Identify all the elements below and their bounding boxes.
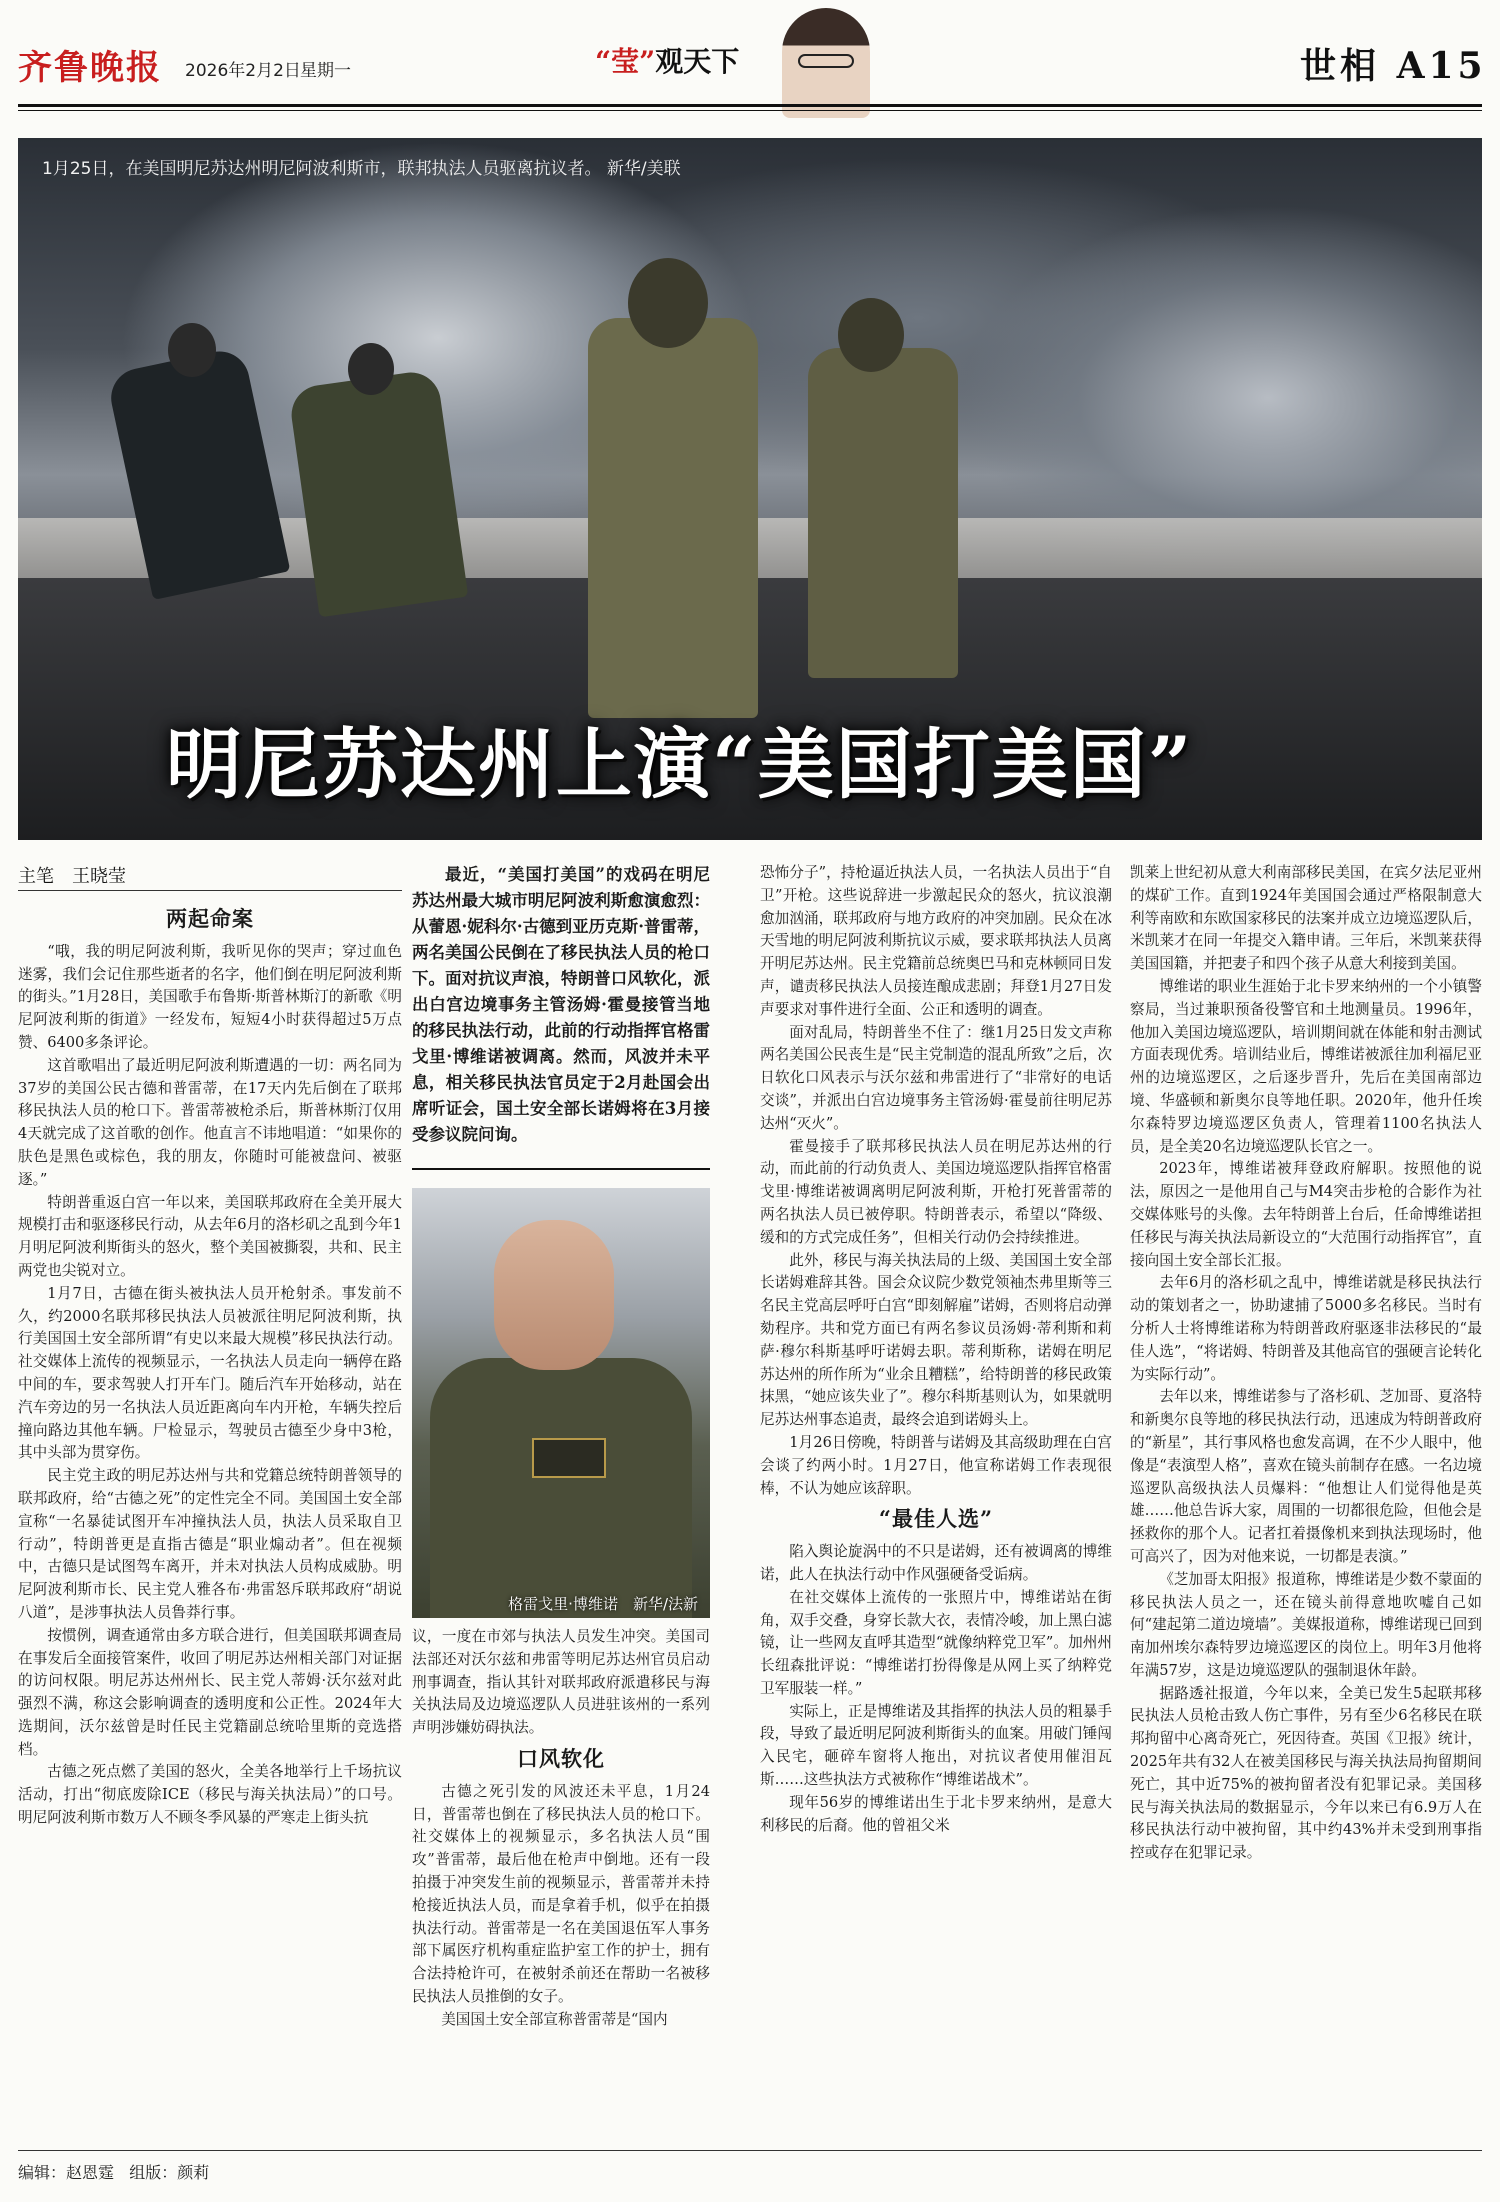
- columnist-avatar: [782, 8, 870, 118]
- face-shape: [494, 1220, 614, 1370]
- footer-rule: [18, 2150, 1482, 2151]
- column-4: [1130, 862, 1482, 2140]
- paragraph: 议，一度在市郊与执法人员发生冲突。美国司法部还对沃尔兹和弗雷等明尼苏达州官员启动刑事调查，指认其针对联邦政府派遣移民与海关执法局及边境巡逻队人员进驻该州的一系列声明涉嫌妨碍执法。: [412, 1628, 710, 1737]
- column-logo: [595, 40, 739, 80]
- paragraph: 1月26日傍晚，特朗普与诺姆及其高级助理在白宫会谈了约两小时。1月27日，他宣称诺姆工作表现很棒，不认为她应该辞职。: [760, 1433, 1112, 1497]
- officer-head-2: [838, 298, 904, 372]
- issue-date: 2026年2月2日: [185, 61, 301, 81]
- paragraph: 古德之死点燃了美国的怒火，全美各地举行上千场抗议活动，打出“彻底废除ICE（移民与海关执法局）”的口号。明尼阿波利斯市数万人不顾冬季风暴的严寒走上街头抗: [18, 1763, 402, 1827]
- hero-photo: [18, 138, 1482, 840]
- column-2: [412, 1626, 710, 2140]
- portrait-caption: 格雷戈里·博维诺 新华/法新: [508, 1595, 698, 1613]
- hero-caption: 1月25日，在美国明尼苏达州明尼阿波利斯市，联邦执法人员驱离抗议者。 新华/美联: [42, 159, 681, 179]
- protester-head-2: [348, 343, 394, 395]
- officer-figure-1: [588, 318, 758, 718]
- lead-paragraph: 最近，“美国打美国”的戏码在明尼苏达州最大城市明尼阿波利斯愈演愈烈：从蕾恩·妮科尔·古德到亚历克斯·普雷蒂，两名美国公民倒在了移民执法人员的枪口下。面对抗议声浪，特朗普口风软化，派出白宫边境事务主管汤姆·霍曼接管当地的移民执法行动，此前的行动指挥官格雷戈里·博维诺被调离。然而，风波并未平息，相关移民执法官员定于2月赴国会出席听证会，国土安全部长诺姆将在3月接受参议院问询。: [412, 865, 710, 1144]
- lead-divider: [412, 1168, 710, 1170]
- paragraph: 陷入舆论旋涡中的不只是诺姆，还有被调离的博维诺，此人在执法行动中作风强硬备受诟病。: [760, 1543, 1112, 1583]
- paragraph: 去年6月的洛杉矶之乱中，博维诺就是移民执法行动的策划者之一，协助逮捕了5000多名移民。当时有分析人士将博维诺称为特朗普政府驱逐非法移民的“最佳人选”，“将诺姆、特朗普及其他高官的强硬言论转化为实际行动”。: [1130, 1274, 1482, 1383]
- issue-weekday: 星期一: [300, 61, 351, 81]
- paragraph: 霍曼接手了联邦移民执法人员在明尼苏达州的行动，而此前的行动负责人、美国边境巡逻队指挥官格雷戈里·博维诺被调离明尼阿波利斯，开枪打死普雷蒂的两名执法人员已被停职。特朗普表示，希望以“降级、缓和的方式完成任务”，但相关行动仍会持续推进。: [760, 1137, 1112, 1246]
- paragraph: 在社交媒体上流传的一张照片中，博维诺站在街角，双手交叠，身穿长款大衣，表情冷峻，加上黑白滤镜，让一些网友直呼其造型“就像纳粹党卫军”。加州州长纽森批评说：“博维诺打扮得像是从网上买了纳粹党卫军服装一样。”: [760, 1588, 1112, 1697]
- paragraph: 《芝加哥太阳报》报道称，博维诺是少数不蒙面的移民执法人员之一，还在镜头前得意地吹嘘自己如何“建起第二道边境墙”。美媒报道称，博维诺现已回到南加州埃尔森特罗边境巡逻区的岗位上。明年3月他将年满57岁，这是边境巡逻队的强制退休年龄。: [1130, 1570, 1482, 1679]
- header-rule-thin: [18, 110, 1482, 111]
- paragraph: 这首歌唱出了最近明尼阿波利斯遭遇的一切：两名同为37岁的美国公民古德和普雷蒂，在17天内先后倒在了联邦移民执法人员的枪口下。普雷蒂被枪杀后，斯普林斯汀仅用4天就完成了这首歌的创作。他直言不讳地唱道：“如果你的肤色是黑色或棕色，我的朋友，你随时可能被盘问、被驱逐。”: [18, 1056, 402, 1188]
- byline: 主笔 王晓莹: [18, 866, 126, 887]
- officer-figure-2: [808, 348, 958, 678]
- protester-figure-2: [288, 369, 469, 618]
- column-1: [18, 900, 402, 2140]
- paragraph: 民主党主政的明尼苏达州与共和党籍总统特朗普领导的联邦政府，给“古德之死”的定性完全不同。美国国土安全部宣称“一名暴徒试图开车冲撞执法人员，执法人员采取自卫行动”，特朗普更是直指古德是“职业煽动者”。但在视频中，古德只是试图驾车离开，并未对执法人员构成威胁。明尼阿波利斯市长、民主党人雅各布·弗雷怒斥联邦政府“胡说八道”，是涉事执法人员鲁莽行事。: [18, 1467, 402, 1621]
- paragraph: 按惯例，调查通常由多方联合进行，但美国联邦调查局在事发后全面接管案件，收回了明尼苏达州相关部门对证据的访问权限。明尼苏达州州长、民主党人蒂姆·沃尔兹对此强烈不满，称这会影响调查的透明度和公正性。2024年大选期间，沃尔兹曾是时任民主党籍副总统哈里斯的竞选搭档。: [18, 1626, 402, 1758]
- editor-credit: 编辑：赵恩霆: [18, 2163, 115, 2182]
- paragraph: 据路透社报道，今年以来，全美已发生5起联邦移民执法人员枪击致人伤亡事件，另有至少6名移民在联邦拘留中心离奇死亡，死因待查。英国《卫报》统计，2025年共有32人在被美国移民与海关执法局拘留期间死亡，其中近75%的被拘留者没有犯罪记录。美国移民与海关执法局的数据显示，今年以来已有6.9万人在移民执法行动中被拘留，其中约43%并未受到刑事指控或存在犯罪记录。: [1130, 1684, 1482, 1862]
- paragraph: 此外，移民与海关执法局的上级、美国国土安全部长诺姆难辞其咎。国会众议院少数党领袖杰弗里斯等三名民主党高层呼吁白宫“即刻解雇”诺姆，否则将启动弹劾程序。共和党方面已有两名参议员汤姆·蒂利斯和莉萨·穆尔科斯基呼吁诺姆去职。蒂利斯称，诺姆在明尼苏达州的所作所为“业余且糟糕”，给特朗普的移民政策抹黑，“她应该失业了”。穆尔科斯基则认为，如果就明尼苏达州事态追责，最终会追到诺姆头上。: [760, 1251, 1112, 1429]
- paragraph: 恐怖分子”，持枪逼近执法人员，一名执法人员出于“自卫”开枪。这些说辞进一步激起民众的怒火，抗议浪潮愈加汹涌，联邦政府与地方政府的冲突加剧。民众在冰天雪地的明尼阿波利斯抗议示威，要求联邦执法人员离开明尼苏达州。民主党籍前总统奥巴马和克林顿同日发声，谴责移民执法人员接连酿成悲剧；拜登1月27日发声要求对事件进行全面、公正和透明的调查。: [760, 864, 1112, 1018]
- paragraph: 2023年，博维诺被拜登政府解职。按照他的说法，原因之一是他用自己与M4突击步枪的合影作为社交媒体账号的头像。去年特朗普上台后，任命博维诺担任移民与海关执法局新设立的“大范围行动指挥官”，直接向国土安全部长汇报。: [1130, 1160, 1482, 1269]
- footer-credits: [18, 2160, 209, 2183]
- paragraph: “哦，我的明尼阿波利斯，我听见你的哭声；穿过血色迷雾，我们会记住那些逝者的名字，他们倒在明尼阿波利斯的街头。”1月28日，美国歌手布鲁斯·斯普林斯汀的新歌《明尼阿波利斯的街道》一经发布，短短4小时获得超过5万点赞、6400多条评论。: [18, 942, 402, 1051]
- paragraph: 面对乱局，特朗普坐不住了：继1月25日发文声称两名美国公民丧生是“民主党制造的混乱所致”之后，次日软化口风表示与沃尔兹和弗雷进行了“非常好的电话交谈”，并派出白宫边境事务主管汤姆·霍曼前往明尼苏达州“灭火”。: [760, 1023, 1112, 1132]
- designer-credit: 组版：颜莉: [129, 2163, 210, 2182]
- paragraph: 实际上，正是博维诺及其指挥的执法人员的粗暴手段，导致了最近明尼阿波利斯街头的血案。用破门锤闯入民宅，砸碎车窗将人拖出，对抗议者使用催泪瓦斯……这些执法方式被称作“博维诺战术”。: [760, 1702, 1112, 1789]
- glasses-shape: [798, 54, 854, 68]
- column-suffix: 观天下: [655, 45, 740, 78]
- paragraph: 特朗普重返白宫一年以来，美国联邦政府在全美开展大规模打击和驱逐移民行动，从去年6月的洛杉矶之乱到今年1月明尼阿波利斯街头的怒火，整个美国被撕裂，共和、民主两党也尖锐对立。: [18, 1193, 402, 1279]
- portrait-photo: [412, 1188, 710, 1618]
- column-3: [760, 862, 1112, 2140]
- badge-patch: [532, 1438, 606, 1478]
- protester-head-1: [168, 323, 216, 377]
- article-lead: [412, 862, 710, 1162]
- subhead-3: “最佳人选”: [878, 1506, 994, 1532]
- officer-head-1: [628, 258, 708, 348]
- uniform-shape: [430, 1358, 692, 1618]
- paragraph: 凯莱上世纪初从意大利南部移民美国，在宾夕法尼亚州的煤矿工作。直到1924年美国国会通过严格限制意大利等南欧和东欧国家移民的法案并成立边境巡逻队后，米凯莱才在同一年提交入籍申请。三年后，米凯莱获得美国国籍，并把妻子和四个孩子从意大利接到美国。: [1130, 864, 1482, 973]
- page-number: A15: [1396, 45, 1487, 87]
- section-label: [1300, 38, 1487, 89]
- paragraph: 博维诺的职业生涯始于北卡罗来纳州的一个小镇警察局，当过兼职预备役警官和土地测量员。1996年，他加入美国边境巡逻队，培训期间就在体能和射击测试方面表现优秀。培训结业后，博维诺被派往加利福尼亚州的边境巡逻区，之后逐步晋升，先后在美国南部边境、华盛顿和新奥尔良等地任职。2020年，他升任埃尔森特罗边境巡逻区负责人，管理着1100名执法人员，是全美20名边境巡逻队长官之一。: [1130, 977, 1482, 1155]
- subhead-2: 口风软化: [517, 1745, 605, 1771]
- paper-masthead: 齐鲁晚报: [18, 48, 162, 88]
- subhead-1: 两起命案: [166, 906, 254, 931]
- article-headline: 明尼苏达州上演“美国打美国”: [166, 720, 1194, 809]
- paragraph: 古德之死引发的风波还未平息，1月24日，普雷蒂也倒在了移民执法人员的枪口下。社交媒体上的视频显示，多名执法人员“围攻”普雷蒂，最后他在枪声中倒地。还有一段拍摄于冲突发生前的视频显示，普雷蒂并未持枪接近执法人员，而是拿着手机，似乎在拍摄执法行动。普雷蒂是一名在美国退伍军人事务部下属医疗机构重症监护室工作的护士，拥有合法持枪许可，在被射杀前还在帮助一名被移民执法人员推倒的女子。: [412, 1782, 710, 2005]
- section-name: 世相: [1300, 45, 1381, 87]
- paragraph: 现年56岁的博维诺出生于北卡罗来纳州，是意大利移民的后裔。他的曾祖父米: [760, 1793, 1112, 1834]
- paragraph: 美国国土安全部宣称普雷蒂是“国内: [441, 2010, 668, 2028]
- column-quote-char: “莹”: [595, 45, 656, 78]
- header-rule: [18, 104, 1482, 107]
- paragraph: 1月7日，古德在街头被执法人员开枪射杀。事发前不久，约2000名联邦移民执法人员被派往明尼阿波利斯，执行美国国土安全部所谓“有史以来最大规模”移民执法行动。社交媒体上流传的视频显示，一名执法人员走向一辆停在路中间的车，要求驾驶人打开车门。随后汽车开始移动，站在汽车旁边的另一名执法人员近距离向车内开枪，车辆失控后撞向路边其他车辆。尸检显示，驾驶员古德至少身中3枪，其中头部为贯穿伤。: [18, 1284, 402, 1462]
- paragraph: 去年以来，博维诺参与了洛杉矶、芝加哥、夏洛特和新奥尔良等地的移民执法行动，迅速成为特朗普政府的“新星”，其行事风格也愈发高调，在不少人眼中，他像是“表演型人格”，喜欢在镜头前制存在感。一名边境巡逻队高级执法人员爆料：“他想让人们觉得他是英雄……他总告诉大家，周围的一切都很危险，但他会是拯救你的那个人。记者扛着摄像机来到执法现场时，他可高兴了，因为对他来说，一切都是表演。”: [1130, 1388, 1482, 1565]
- byline-rule: [18, 890, 402, 891]
